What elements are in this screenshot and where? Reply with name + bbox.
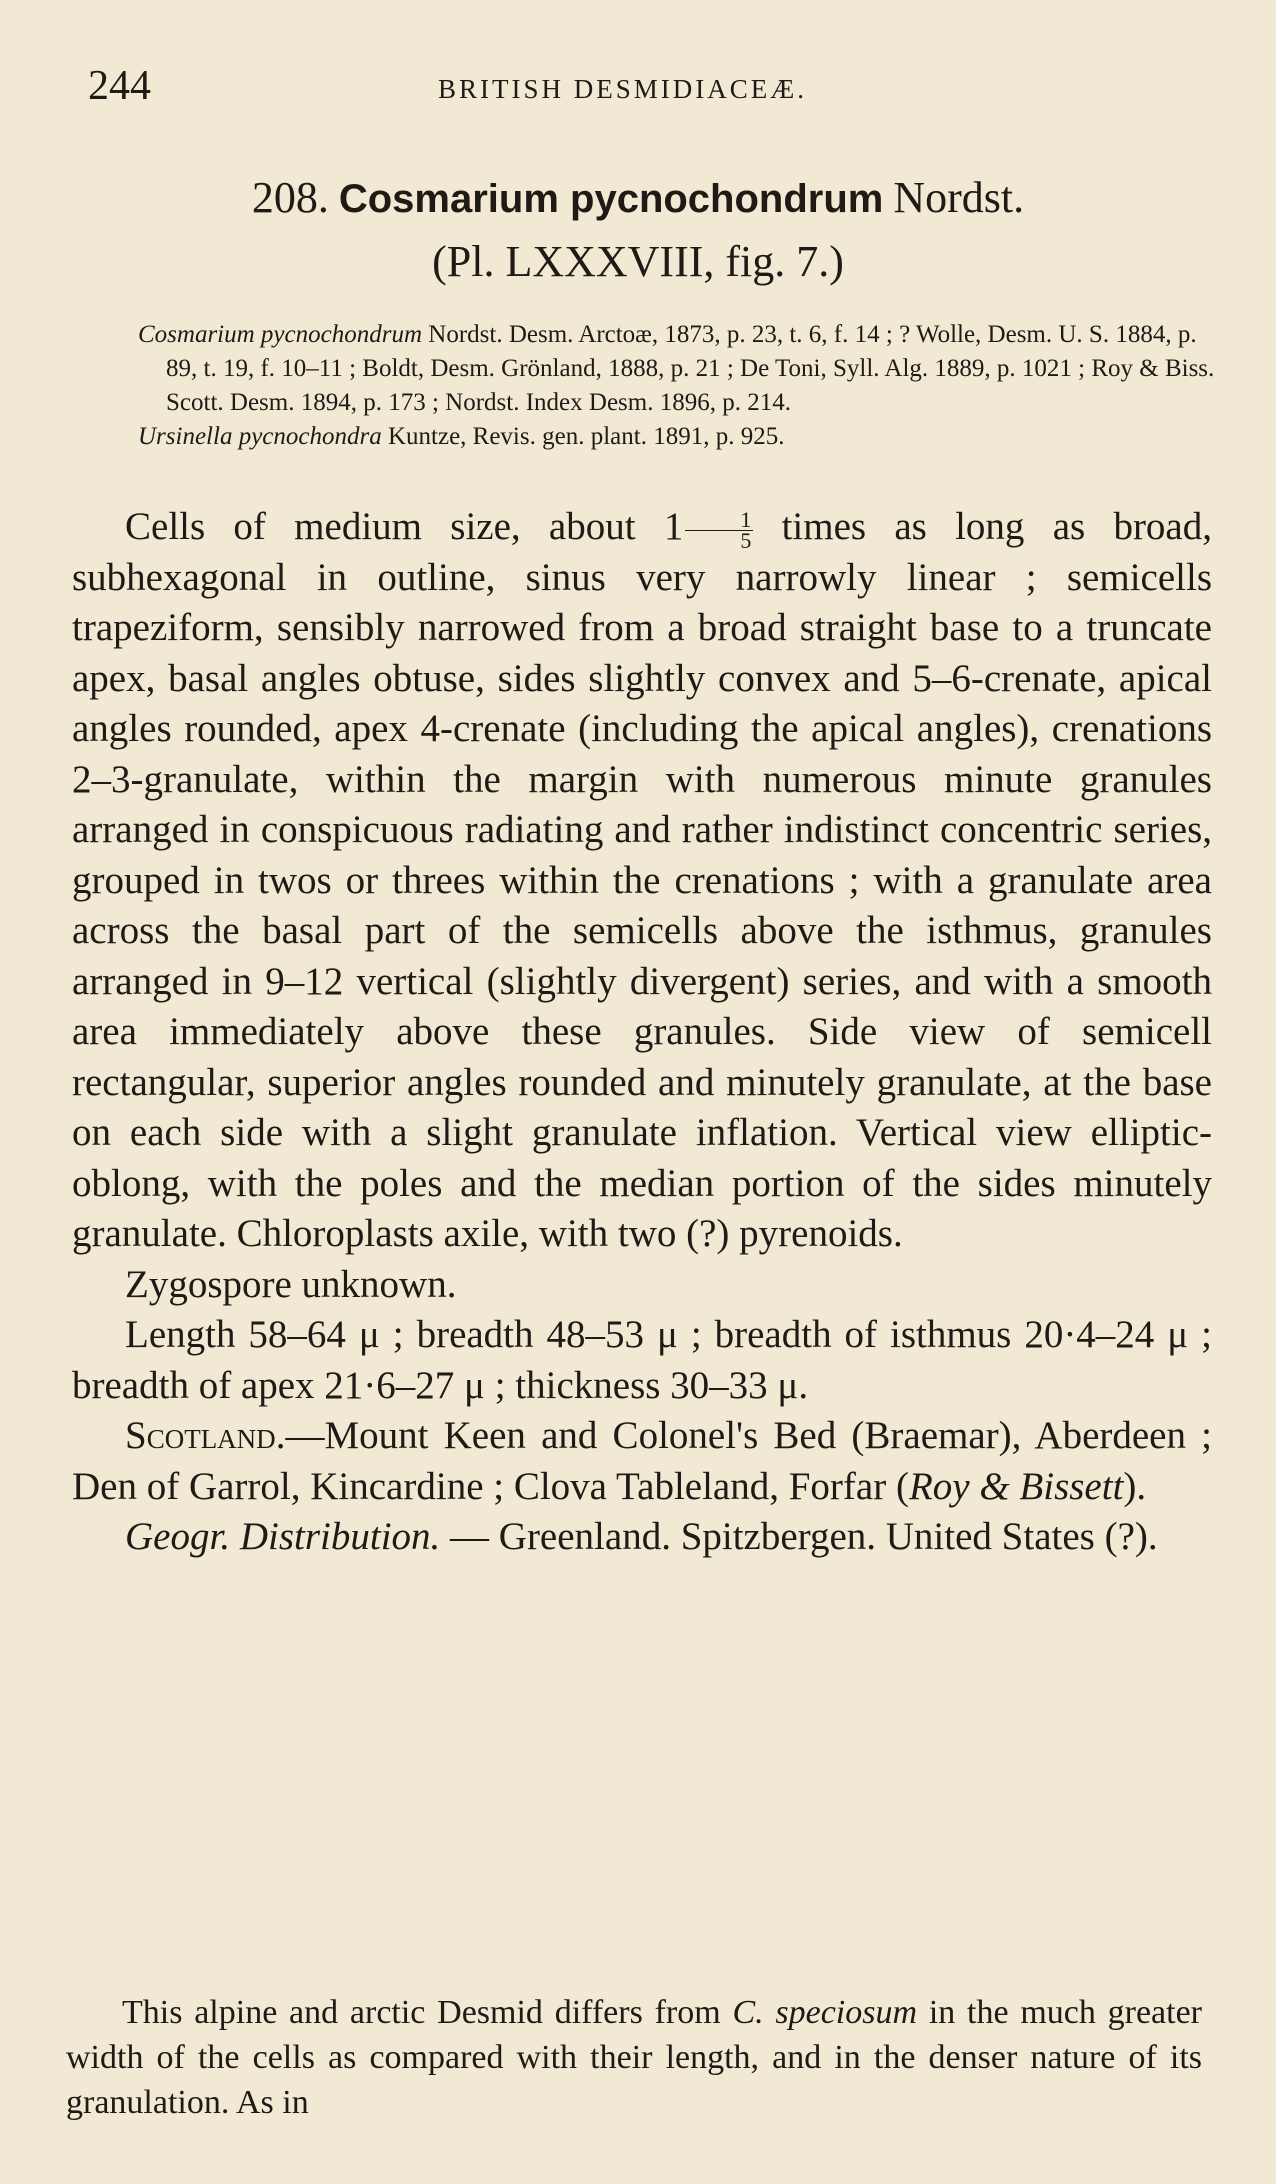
dimensions: Length 58–64 μ ; breadth 48–53 μ ; breadth of isthmus 20·4–24 μ ; breadth of apex 21·6–27 μ ; thickness 30–33 μ. bbox=[72, 1313, 1212, 1407]
page-header bbox=[88, 62, 1206, 112]
locality-text: .—Mount Keen and Colonel's Bed (Braemar), Aberdeen ; Den of Garrol, Kincardine ; Clova Tableland, Forfar ( bbox=[72, 1414, 1212, 1508]
running-title: BRITISH DESMIDIACEÆ. bbox=[438, 74, 808, 104]
compared-species: C. speciosum bbox=[732, 1994, 918, 2031]
synonym-name: Ursinella pycnochondra bbox=[138, 423, 382, 450]
remarks-text-end: in the much greater width of the cells as compared with their length, and in the denser nature of its granulation. As in bbox=[66, 1994, 1202, 2121]
locality-scotland bbox=[72, 1411, 1212, 1512]
fraction-denominator: 5 bbox=[740, 527, 752, 553]
geographic-distribution bbox=[72, 1512, 1212, 1563]
distribution-text: — Greenland. Spitzbergen. United States (?). bbox=[440, 1515, 1158, 1558]
species-number: 208. bbox=[251, 173, 329, 222]
zygospore-note: Zygospore unknown. bbox=[125, 1262, 457, 1306]
synonym-citations: Nordst. Desm. Arctoæ, 1873, p. 23, t. 6, f. 14 ; ? Wolle, Desm. U. S. 1884, p. 89, t. 19, f. 10–11 ; Boldt, Desm. Grönland, 1888, p. 21 ; De Toni, Syll. Alg. 1889, p. 1021 ; Roy & Biss. Scott. Desm. 1894, p. 173 ; Nordst. Index Desm. 1896, p. 214. bbox=[166, 321, 1215, 416]
collectors: Roy & Bissett bbox=[908, 1464, 1124, 1508]
locality-end: ). bbox=[1123, 1464, 1147, 1508]
page-number: 244 bbox=[88, 63, 151, 109]
synonymy-block bbox=[138, 318, 1228, 454]
remarks-text-start: This alpine and arctic Desmid differs from bbox=[122, 1994, 733, 2031]
fraction-numerator: 1 bbox=[685, 510, 753, 531]
species-description bbox=[72, 502, 1212, 1563]
synonym-entry bbox=[138, 318, 1228, 420]
fraction bbox=[685, 506, 753, 553]
synonym-citations: Kuntze, Revis. gen. plant. 1891, p. 925. bbox=[381, 423, 785, 450]
locality-label: Scotland bbox=[125, 1414, 276, 1457]
species-binomial: Cosmarium pycnochondrum bbox=[338, 177, 884, 221]
species-authority: Nordst. bbox=[893, 173, 1025, 222]
remarks-paragraph bbox=[66, 1990, 1202, 2125]
description-lead: Cells of medium size, about 1 bbox=[125, 505, 684, 548]
remarks bbox=[66, 1990, 1202, 2125]
synonym-name: Cosmarium pycnochondrum bbox=[138, 321, 423, 348]
description-paragraph bbox=[72, 502, 1212, 1260]
description-body: times as long as broad, subhexagonal in outline, sinus very narrowly linear ; semicells trapeziform, sensibly narrowed from a broad straight base to a truncate apex, basal angles obtuse, sides slightly convex and 5–6-crenate, apical angles rounded, apex 4-crenate (including the apical angles), crenations 2–3-granulate, within the margin with numerous minute granules arranged in conspicuous radiating and rather indistinct concentric series, grouped in twos or threes within the crenations ; with a granulate area across the basal part of the semicells above the isthmus, granules arranged in 9–12 vertical (slightly divergent) series, and with a smooth area immediately above these granules. Side view of semicell rectangular, superior angles rounded and minutely granulate, at the base on each side with a slight granulate inflation. Vertical view elliptic-oblong, with the poles and the median portion of the sides minutely granulate. Chloroplasts axile, with two (?) pyrenoids. bbox=[72, 505, 1212, 1255]
distribution-label: Geogr. Distribution. bbox=[125, 1515, 441, 1558]
plate-reference: (Pl. LXXXVIII, fig. 7.) bbox=[432, 237, 844, 286]
synonym-entry bbox=[138, 420, 1228, 454]
species-heading bbox=[0, 172, 1276, 225]
